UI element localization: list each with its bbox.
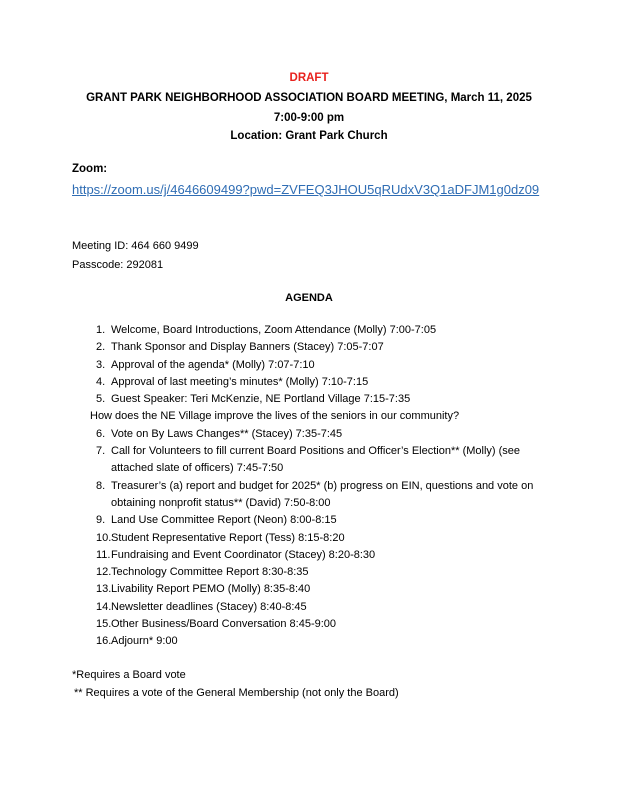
footnote-board-vote: *Requires a Board vote	[72, 669, 186, 681]
agenda-item-text: Treasurer’s (a) report and budget for 2025* (b) progress on EIN, questions and vote on obtaining nonprofit status** (David) 7:50-8:00	[111, 479, 534, 509]
agenda-item-text: Adjourn* 9:00	[111, 635, 178, 648]
agenda-item-text: Thank Sponsor and Display Banners (Stacey) 7:05-7:07	[111, 341, 384, 354]
agenda-item	[72, 512, 552, 529]
agenda-item-number: 12.	[96, 566, 112, 579]
agenda-item-number: 14.	[96, 600, 112, 613]
agenda-list	[72, 322, 552, 651]
footnote-membership-vote: ** Requires a vote of the General Membership (not only the Board)	[74, 687, 399, 699]
meeting-title: GRANT PARK NEIGHBORHOOD ASSOCIATION BOARD MEETING, March 11, 2025	[86, 92, 532, 104]
agenda-item	[72, 443, 552, 478]
agenda-title: AGENDA	[285, 292, 333, 304]
agenda-item-number: 1.	[96, 324, 106, 336]
agenda-item	[72, 339, 552, 356]
meeting-location: Location: Grant Park Church	[230, 130, 388, 142]
agenda-item-text: Other Business/Board Conversation 8:45-9:00	[111, 618, 337, 631]
agenda-item-text: Technology Committee Report 8:30-8:35	[111, 566, 309, 579]
agenda-item-number: 10.	[96, 531, 112, 544]
agenda-item-number: 3.	[96, 358, 106, 371]
agenda-item	[72, 633, 552, 650]
agenda-item-number: 2.	[96, 341, 106, 354]
agenda-item-text: Land Use Committee Report (Neon) 8:00-8:15	[111, 514, 337, 527]
agenda-item-text: Student Representative Report (Tess) 8:15-8:20	[111, 531, 345, 544]
agenda-item	[72, 616, 552, 633]
agenda-item	[72, 564, 552, 581]
agenda-item-number: 16.	[96, 635, 112, 648]
agenda-item	[72, 322, 552, 339]
agenda-item-text: Newsletter deadlines (Stacey) 8:40-8:45	[111, 600, 307, 613]
agenda-item	[72, 530, 552, 547]
zoom-label: Zoom:	[72, 163, 108, 175]
agenda-item	[72, 374, 552, 391]
agenda-item-text: Approval of last meeting’s minutes* (Molly) 7:10-7:15	[111, 375, 369, 388]
agenda-item	[72, 478, 552, 513]
agenda-item-text: Vote on By Laws Changes** (Stacey) 7:35-7:45	[111, 427, 343, 440]
agenda-item-number: 15.	[96, 618, 112, 631]
agenda-item-number: 11.	[96, 548, 111, 561]
zoom-link[interactable]: https://zoom.us/j/4646609499?pwd=ZVFEQ3JHOU5qRUdxV3Q1aDFJM1g0dz09	[72, 182, 540, 197]
agenda-item-number: 5.	[96, 393, 106, 406]
agenda-item-text: Call for Volunteers to fill current Board Positions and Officer’s Election** (Molly) (see attached slate of officers) 7:45-7:50	[111, 445, 521, 475]
agenda-item-number: 9.	[96, 514, 106, 527]
agenda-note: How does the NE Village improve the lives of the seniors in our community?	[90, 410, 460, 423]
agenda-item-number: 7.	[96, 445, 106, 458]
agenda-item	[72, 391, 552, 408]
agenda-item	[72, 599, 552, 616]
agenda-item	[72, 581, 552, 598]
agenda-item-text: Livability Report PEMO (Molly) 8:35-8:40	[111, 583, 311, 596]
agenda-item	[72, 547, 552, 564]
meeting-id: Meeting ID: 464 660 9499	[72, 240, 199, 252]
agenda-item-text: Welcome, Board Introductions, Zoom Attendance (Molly) 7:00-7:05	[111, 324, 437, 336]
meeting-time: 7:00-9:00 pm	[273, 112, 345, 124]
agenda-item-number: 13.	[96, 583, 112, 596]
agenda-item	[72, 426, 552, 443]
agenda-item-number: 6.	[96, 427, 106, 440]
agenda-item-text: Guest Speaker: Teri McKenzie, NE Portland Village 7:15-7:35	[111, 393, 411, 406]
agenda-item-number: 4.	[96, 375, 106, 388]
agenda-item-text: Approval of the agenda* (Molly) 7:07-7:10	[111, 358, 315, 371]
agenda-item-text: Fundraising and Event Coordinator (Stacey) 8:20-8:30	[111, 548, 376, 561]
agenda-item-number: 8.	[96, 479, 106, 492]
agenda-item	[72, 357, 552, 374]
draft-label: DRAFT	[289, 72, 329, 84]
passcode: Passcode: 292081	[72, 259, 164, 271]
